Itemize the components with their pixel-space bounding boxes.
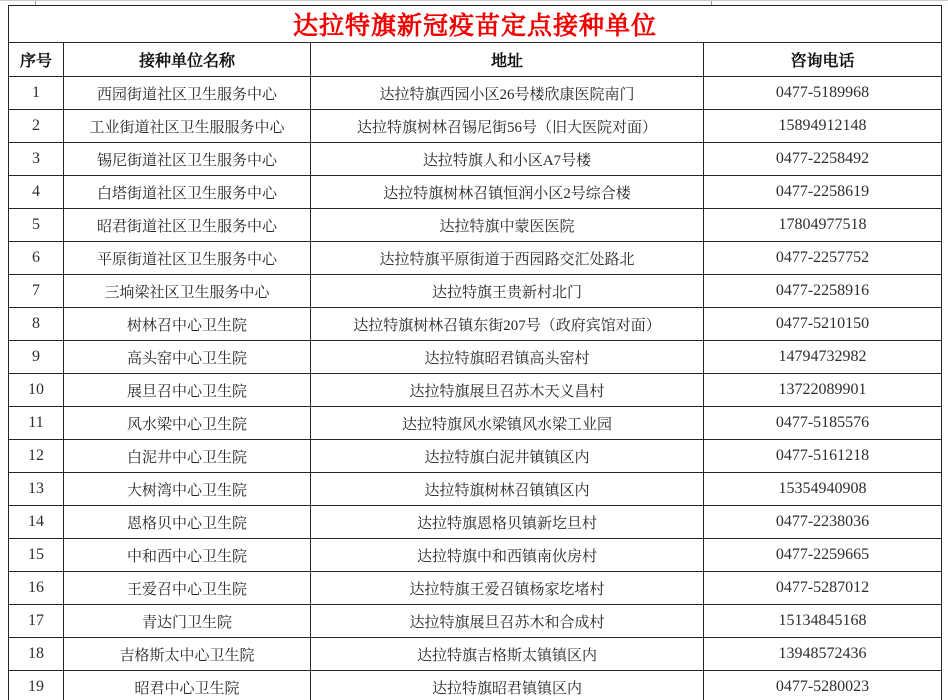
cell-phone: 15134845168	[704, 605, 942, 638]
cell-address: 达拉特旗平原街道于西园路交汇处路北	[311, 242, 704, 275]
table-row	[9, 143, 942, 176]
cell-phone: 0477-2258492	[704, 143, 942, 176]
cell-no: 18	[9, 638, 64, 671]
cell-address: 达拉特旗人和小区A7号楼	[311, 143, 704, 176]
cell-no: 3	[9, 143, 64, 176]
cell-phone: 13722089901	[704, 374, 942, 407]
table-row	[9, 638, 942, 671]
table-row	[9, 374, 942, 407]
table-row	[9, 209, 942, 242]
cell-address: 达拉特旗树林召锡尼街56号（旧大医院对面）	[311, 110, 704, 143]
table-row	[9, 473, 942, 506]
cell-address: 达拉特旗展旦召苏木和合成村	[311, 605, 704, 638]
page-title: 达拉特旗新冠疫苗定点接种单位	[9, 6, 942, 43]
table-row	[9, 242, 942, 275]
cell-name: 王爱召中心卫生院	[64, 572, 311, 605]
cell-address: 达拉特旗昭君镇镇区内	[311, 671, 704, 700]
table-row	[9, 605, 942, 638]
cell-phone: 0477-5280023	[704, 671, 942, 700]
cell-no: 1	[9, 77, 64, 110]
table-row	[9, 440, 942, 473]
table-row	[9, 110, 942, 143]
cell-address: 达拉特旗树林召镇镇区内	[311, 473, 704, 506]
column-header-name: 接种单位名称	[64, 43, 311, 77]
cell-no: 15	[9, 539, 64, 572]
cell-name: 树林召中心卫生院	[64, 308, 311, 341]
header-row	[9, 43, 942, 77]
cell-address: 达拉特旗吉格斯太镇镇区内	[311, 638, 704, 671]
cell-name: 展旦召中心卫生院	[64, 374, 311, 407]
cell-address: 达拉特旗中蒙医医院	[311, 209, 704, 242]
table-row	[9, 539, 942, 572]
cell-phone: 0477-2259665	[704, 539, 942, 572]
cell-name: 三垧梁社区卫生服务中心	[64, 275, 311, 308]
cell-no: 17	[9, 605, 64, 638]
column-header-address: 地址	[311, 43, 704, 77]
cell-phone: 0477-2238036	[704, 506, 942, 539]
cell-no: 7	[9, 275, 64, 308]
cell-no: 14	[9, 506, 64, 539]
cell-address: 达拉特旗昭君镇高头窑村	[311, 341, 704, 374]
table-row	[9, 341, 942, 374]
table-row	[9, 506, 942, 539]
column-header-no: 序号	[9, 43, 64, 77]
cell-no: 9	[9, 341, 64, 374]
cell-no: 12	[9, 440, 64, 473]
cell-address: 达拉特旗展旦召苏木天义昌村	[311, 374, 704, 407]
cell-name: 锡尼街道社区卫生服务中心	[64, 143, 311, 176]
cell-address: 达拉特旗树林召镇东街207号（政府宾馆对面）	[311, 308, 704, 341]
table-row	[9, 176, 942, 209]
cell-phone: 0477-2258916	[704, 275, 942, 308]
cell-address: 达拉特旗白泥井镇镇区内	[311, 440, 704, 473]
cell-no: 4	[9, 176, 64, 209]
cell-no: 8	[9, 308, 64, 341]
cell-phone: 0477-5189968	[704, 77, 942, 110]
cell-address: 达拉特旗西园小区26号楼欣康医院南门	[311, 77, 704, 110]
cell-name: 高头窑中心卫生院	[64, 341, 311, 374]
cell-name: 恩格贝中心卫生院	[64, 506, 311, 539]
table-body	[9, 77, 942, 700]
column-header-phone: 咨询电话	[704, 43, 942, 77]
cell-name: 青达门卫生院	[64, 605, 311, 638]
cell-address: 达拉特旗王爱召镇杨家圪堵村	[311, 572, 704, 605]
cell-name: 中和西中心卫生院	[64, 539, 311, 572]
cell-phone: 0477-5161218	[704, 440, 942, 473]
cell-no: 2	[9, 110, 64, 143]
cell-phone: 0477-2257752	[704, 242, 942, 275]
cell-address: 达拉特旗树林召镇恒润小区2号综合楼	[311, 176, 704, 209]
title-row	[9, 6, 942, 43]
table-row	[9, 308, 942, 341]
cell-phone: 13948572436	[704, 638, 942, 671]
cell-phone: 14794732982	[704, 341, 942, 374]
cell-phone: 15894912148	[704, 110, 942, 143]
table-row	[9, 275, 942, 308]
cell-phone: 17804977518	[704, 209, 942, 242]
table-row	[9, 77, 942, 110]
cell-no: 13	[9, 473, 64, 506]
table-row	[9, 572, 942, 605]
cell-no: 16	[9, 572, 64, 605]
cell-phone: 0477-5210150	[704, 308, 942, 341]
cell-name: 白塔街道社区卫生服务中心	[64, 176, 311, 209]
cell-name: 平原街道社区卫生服务中心	[64, 242, 311, 275]
cell-phone: 0477-2258619	[704, 176, 942, 209]
vaccination-sites-table	[8, 5, 942, 700]
cell-phone: 0477-5185576	[704, 407, 942, 440]
cell-name: 昭君中心卫生院	[64, 671, 311, 700]
cell-address: 达拉特旗王贵新村北门	[311, 275, 704, 308]
cell-address: 达拉特旗风水梁镇风水梁工业园	[311, 407, 704, 440]
cell-name: 大树湾中心卫生院	[64, 473, 311, 506]
cell-address: 达拉特旗恩格贝镇新圪旦村	[311, 506, 704, 539]
cell-name: 西园街道社区卫生服务中心	[64, 77, 311, 110]
cell-no: 6	[9, 242, 64, 275]
table-row	[9, 671, 942, 700]
cell-address: 达拉特旗中和西镇南伙房村	[311, 539, 704, 572]
table-row	[9, 407, 942, 440]
cell-no: 19	[9, 671, 64, 700]
cell-no: 11	[9, 407, 64, 440]
cell-no: 5	[9, 209, 64, 242]
cell-name: 吉格斯太中心卫生院	[64, 638, 311, 671]
cell-name: 昭君街道社区卫生服务中心	[64, 209, 311, 242]
cell-phone: 0477-5287012	[704, 572, 942, 605]
cell-name: 白泥井中心卫生院	[64, 440, 311, 473]
cell-name: 风水梁中心卫生院	[64, 407, 311, 440]
cell-phone: 15354940908	[704, 473, 942, 506]
cell-name: 工业街道社区卫生服服务中心	[64, 110, 311, 143]
cell-no: 10	[9, 374, 64, 407]
